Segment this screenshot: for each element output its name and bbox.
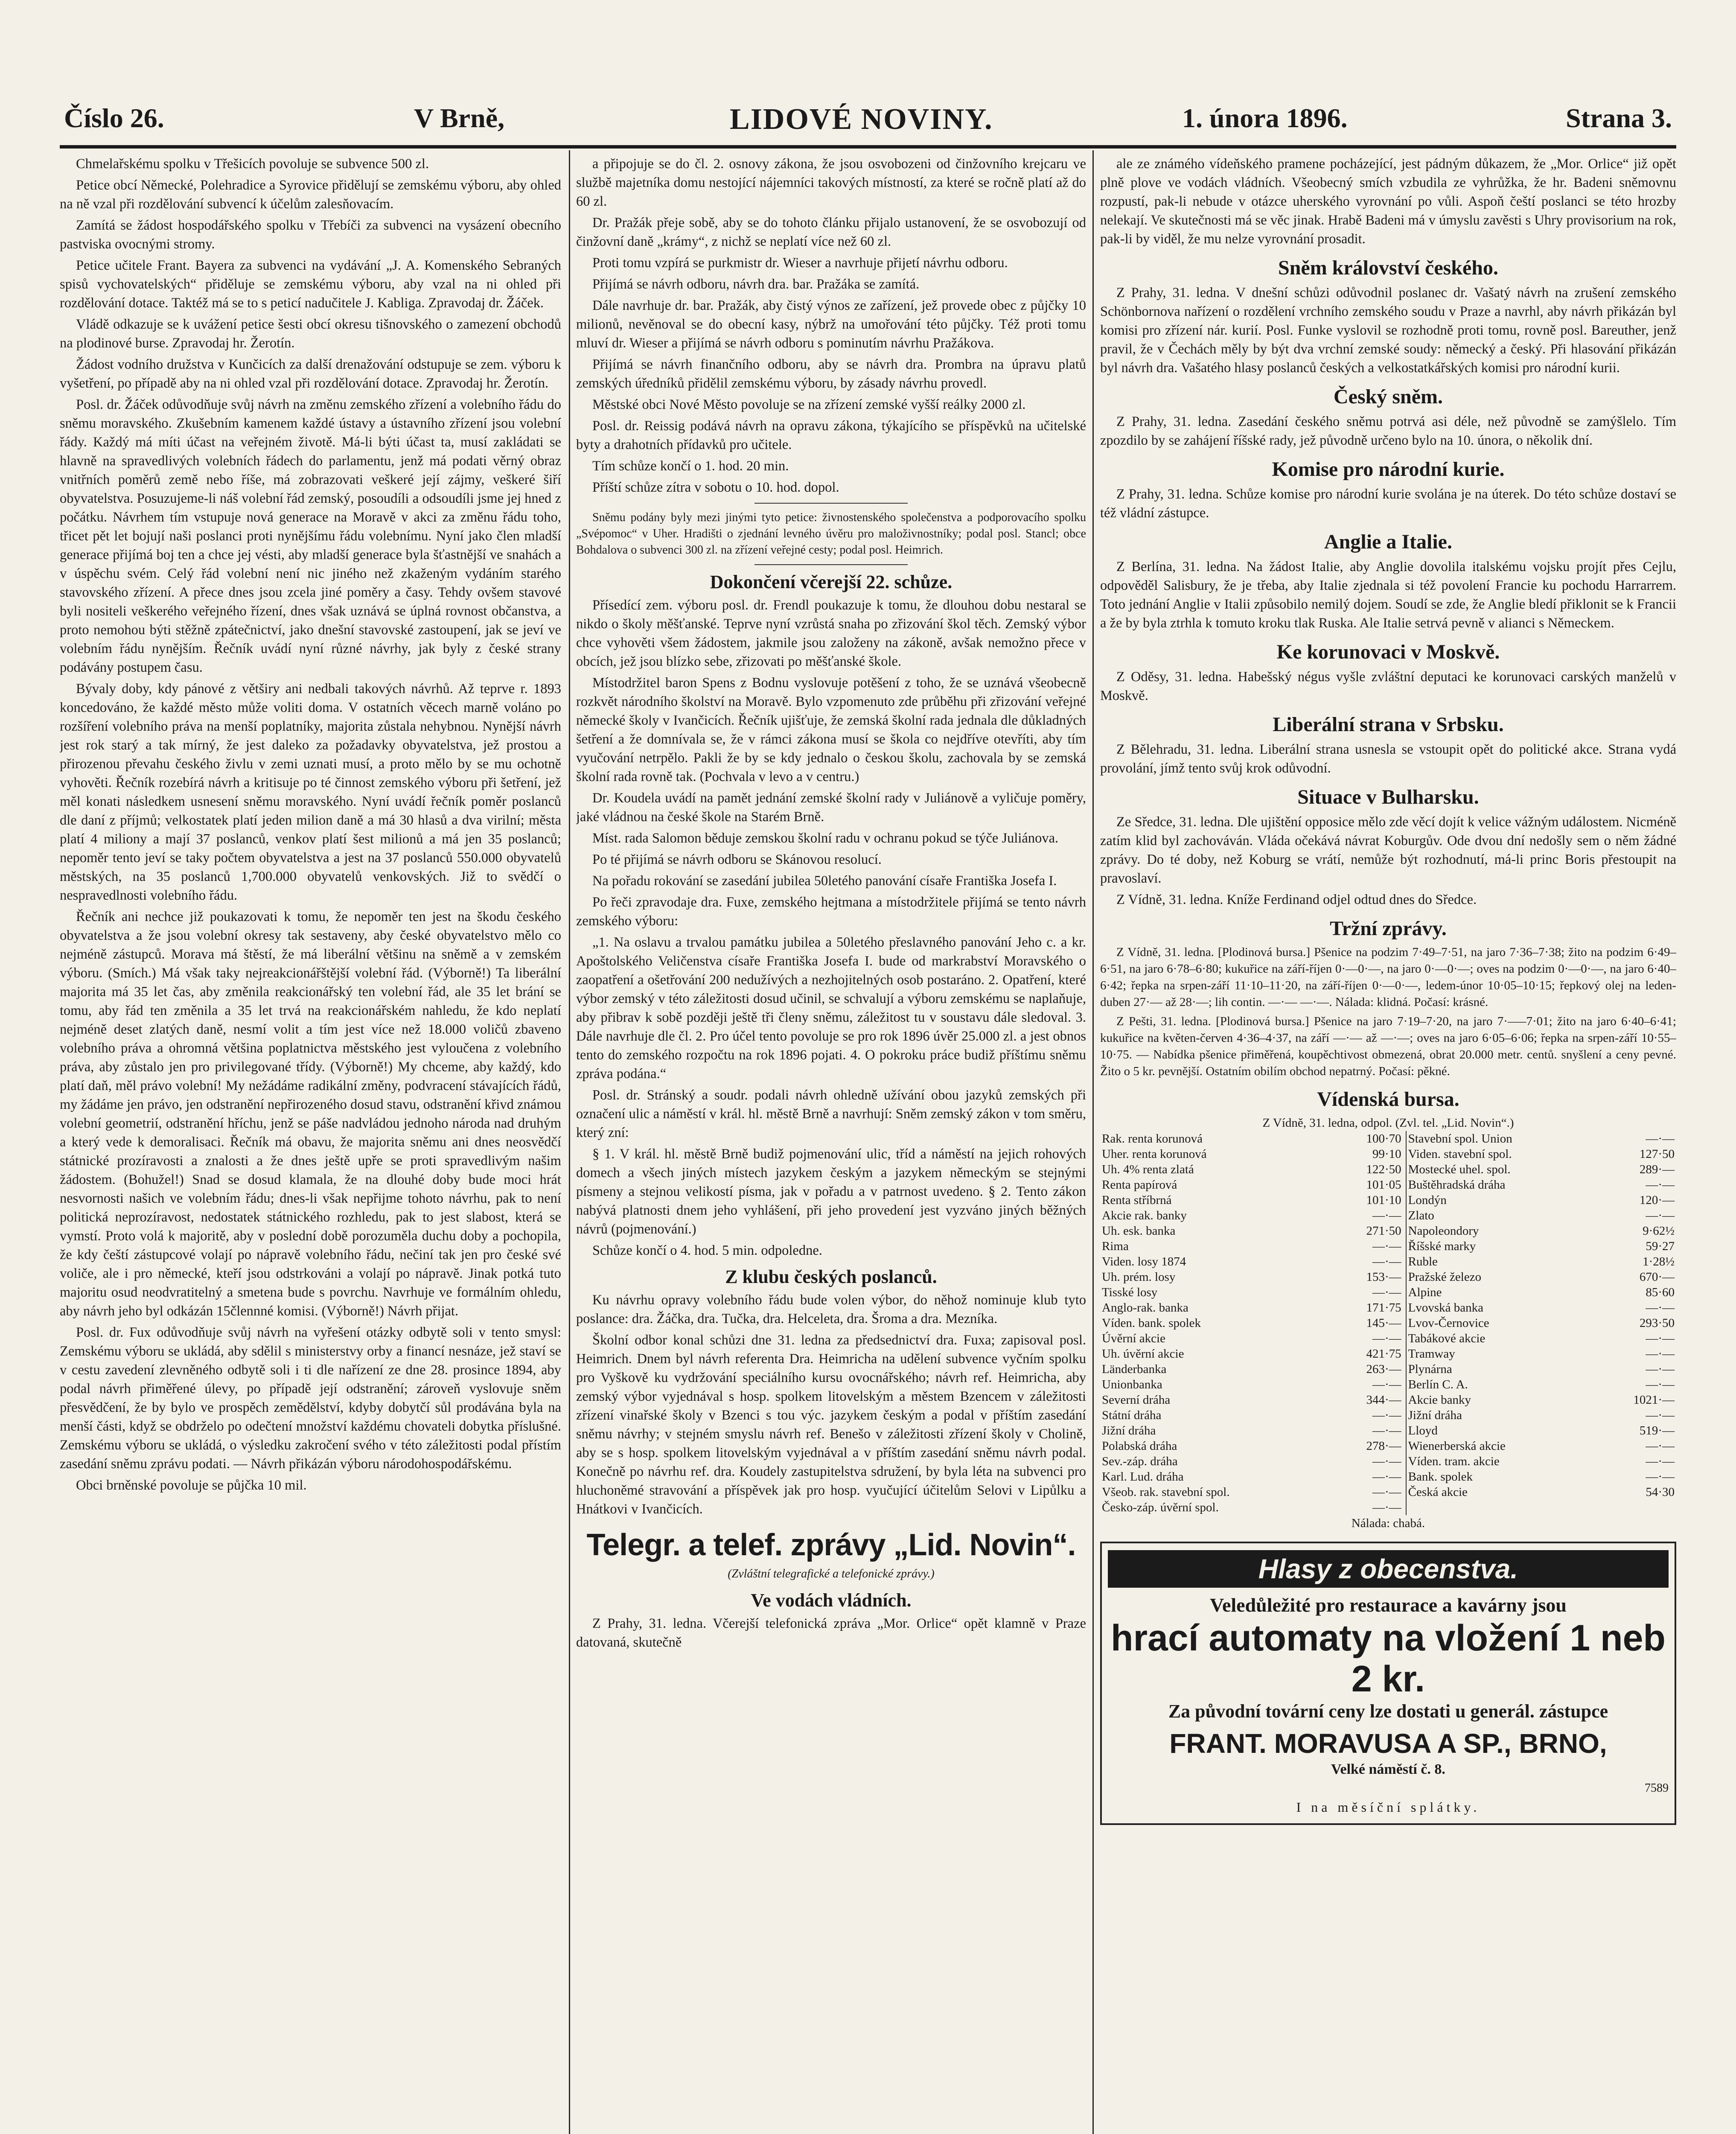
- bursa-security-name: Tramway: [1408, 1347, 1455, 1361]
- bursa-security-name: Víden. bank. spolek: [1102, 1316, 1201, 1330]
- bursa-row: [1100, 1192, 1676, 1208]
- bursa-row: [1100, 1269, 1676, 1285]
- ad-firm-name: FRANT. MORAVUSA A SP., BRNO,: [1169, 1728, 1607, 1759]
- bursa-price: —·—: [1333, 1469, 1406, 1484]
- bursa-security-name: Uh. úvěrní akcie: [1102, 1347, 1184, 1361]
- bursa-security-name: Renta papírová: [1102, 1178, 1177, 1192]
- article-paragraph: Ze Sředce, 31. ledna. Dle ujištění opposice mělo zde věcí dojít k velice vážným událostem. Nicméně zatím klid byl zachováván. Vláda očekává návrat Koburgův. Ode dvou dní nedošly sem o něm žádné zprávy. Do té doby, než Koburg se vrátí, nemůže být rozhodnutí, má-li princ Boris přestoupit na pravoslaví.: [1100, 814, 1676, 886]
- bursa-security-name: Tabákové akcie: [1408, 1332, 1486, 1345]
- bursa-security-name: [1406, 1500, 1597, 1515]
- ad-address: Velké náměstí č. 8.: [1331, 1761, 1445, 1777]
- bursa-price: 100·70: [1333, 1131, 1406, 1146]
- section-heading: Dokončení včerejší 22. schůze.: [710, 571, 952, 592]
- bursa-price: —·—: [1333, 1408, 1406, 1423]
- bursa-security-name: Zlato: [1408, 1209, 1434, 1222]
- section-heading: Ve vodách vládních.: [751, 1590, 912, 1611]
- bursa-price: —·—: [1646, 1378, 1675, 1391]
- bursa-security-name: Severní dráha: [1102, 1393, 1171, 1407]
- section-heading: Český sněm.: [1333, 385, 1443, 408]
- bursa-price: —·—: [1333, 1208, 1406, 1223]
- article-paragraph: Z Prahy, 31. ledna. Zasedání českého sněmu potrvá asi déle, než původně se zamýšlelo. Tím zpozdilo by se zahájení říšské rady, jež původně určeno bylo na 10. února, o několik dní.: [1100, 414, 1676, 448]
- bursa-security-name: Unionbanka: [1102, 1378, 1162, 1391]
- article-paragraph: Vládě odkazuje se k uvážení petice šesti obcí okresu tišnovského o zamezení obchodů na plodinové burse. Zpravodaj hr. Žerotín.: [60, 317, 561, 351]
- section-heading: Situace v Bulharsku.: [1297, 786, 1479, 808]
- bursa-price: 670·—: [1639, 1270, 1675, 1284]
- section-heading: Anglie a Italie.: [1324, 531, 1452, 553]
- bursa-price: 278·—: [1333, 1438, 1406, 1454]
- bursa-security-name: Říšské marky: [1408, 1239, 1476, 1253]
- bursa-security-name: Všeob. rak. stavební spol.: [1102, 1485, 1230, 1499]
- article-paragraph: Místodržitel baron Spens z Bodnu vyslovuje potěšení z toho, že se uznává všeobecně rozkvět národního školství na Moravě. Bylo vzpomenuto zde průběhu při zřizování veřejné německé školy v Ivančicích. Řečník ujišťuje, že zemská školní rada jednala dle důkladných šetření a že domnívala se, že v rámci zákona musí se škola co nejdříve otevříti, aby tím vyučování netrpělo. Pakli že by se kdy jednalo o českou školu, zachovala by se zemská školní rada rovně tak. (Pochvala v levo a v centru.): [576, 675, 1086, 784]
- bursa-price: —·—: [1646, 1455, 1675, 1468]
- bursa-row: [1100, 1331, 1676, 1346]
- bursa-row: [1100, 1361, 1676, 1377]
- article-paragraph: Proti tomu vzpírá se purkmistr dr. Wieser a navrhuje přijetí návrhu odboru.: [592, 255, 1008, 271]
- article-paragraph: Z Prahy, 31. ledna. Schůze komise pro národní kurie svolána je na úterek. Do této schůze dostaví se též vládní zástupce.: [1100, 487, 1676, 521]
- bursa-security-name: Tisské losy: [1102, 1286, 1158, 1299]
- column-1: [60, 155, 561, 2134]
- bursa-price: —·—: [1646, 1470, 1675, 1484]
- bursa-price: 293·50: [1639, 1316, 1675, 1330]
- bursa-price: —·—: [1646, 1132, 1675, 1146]
- article-paragraph: Městské obci Nové Město povoluje se na zřízení zemské vyšší reálky 2000 zl.: [592, 397, 1026, 412]
- article-paragraph: Z Prahy, 31. ledna. V dnešní schůzi odůvodnil poslanec dr. Vašatý návrh na zrušení zemského Schönbornova nařízení o rozdělení vrchního zemského soudu v Praze a navrhl, aby návrh přikázán byl komisi pro zřízení nár. kurií. Posl. Funke vyslovil se rozhodně proti tomu, rovně posl. Bareuther, jenž pravil, že v Čechách měly by být dva vrchní zemské soudy: německý a český. Při hlasování přikázán byl návrh dra. Vašatého hlasy poslanců českých a velkostatkářských komisi pro národní kurii.: [1100, 285, 1676, 376]
- bursa-price: 85·60: [1646, 1286, 1675, 1299]
- bursa-security-name: Lvovská banka: [1408, 1301, 1483, 1315]
- bursa-row: [1100, 1162, 1676, 1177]
- bursa-price: 101·10: [1333, 1192, 1406, 1208]
- bursa-price: —·—: [1333, 1500, 1406, 1515]
- article-paragraph: Žádost vodního družstva v Kunčicích za další drenažování odstupuje se zem. výboru k vyšetření, po případě aby na ni ohled vzal při rozdělování dotace. Zpravodaj hr. Žerotín.: [60, 357, 561, 391]
- section-heading: Ke korunovaci v Moskvě.: [1276, 641, 1500, 663]
- bursa-price: —·—: [1333, 1285, 1406, 1300]
- bursa-row: [1100, 1131, 1676, 1146]
- article-paragraph: Na pořadu rokování se zasedání jubilea 50letého panování císaře Františka Josefa I.: [592, 873, 1057, 889]
- bursa-security-name: Napoleondory: [1408, 1224, 1479, 1238]
- ad-installments: I na měsíční splátky.: [1296, 1799, 1480, 1815]
- bursa-price: —·—: [1333, 1454, 1406, 1469]
- column-2: [576, 155, 1086, 2134]
- bursa-price: —·—: [1333, 1484, 1406, 1500]
- article-paragraph: Zamítá se žádost hospodářského spolku v Třebíči za subvenci na vysázení obecního pastviska ovocnými stromy.: [60, 218, 561, 252]
- bursa-security-name: Viden. losy 1874: [1102, 1255, 1186, 1268]
- bursa-row: [1100, 1223, 1676, 1239]
- bursa-security-name: Akcie rak. banky: [1102, 1209, 1187, 1222]
- bursa-price: 127·50: [1639, 1147, 1675, 1161]
- bursa-row: [1100, 1300, 1676, 1315]
- section-heading: Tržní zprávy.: [1330, 917, 1447, 940]
- masthead-title: LIDOVÉ NOVINY.: [730, 103, 993, 136]
- column-rule-1: [569, 150, 570, 2134]
- article-paragraph: Tím schůze končí o 1. hod. 20 min.: [592, 458, 789, 474]
- bursa-security-name: Stavební spol. Union: [1408, 1132, 1512, 1146]
- bursa-row: [1100, 1146, 1676, 1162]
- bursa-price: —·—: [1333, 1239, 1406, 1254]
- bursa-price: 54·30: [1646, 1485, 1675, 1499]
- bursa-header: Z Vídně, 31. ledna, odpol. (Zvl. tel. „Lid. Novin“.): [1262, 1116, 1514, 1130]
- article-paragraph: a připojuje se do čl. 2. osnovy zákona, že jsou osvobozeni od činžovního krejcaru ve službě majetníka domu nestojící nájemníci takových místností, za které se ročně platí až do 60 zl.: [576, 156, 1086, 209]
- bursa-security-name: Lloyd: [1408, 1424, 1438, 1437]
- bursa-price: 120·—: [1639, 1193, 1675, 1207]
- section-heading: Sněm království českého.: [1278, 257, 1498, 279]
- bursa-row: [1100, 1423, 1676, 1438]
- bursa-security-name: Anglo-rak. banka: [1102, 1301, 1188, 1315]
- article-paragraph: Schůze končí o 4. hod. 5 min. odpoledne.: [592, 1243, 822, 1258]
- bursa-mood: Nálada: chabá.: [1351, 1516, 1425, 1530]
- telegraph-section-title: Telegr. a telef. zprávy „Lid. Novin“.: [586, 1528, 1076, 1562]
- bursa-price: 289·—: [1639, 1163, 1675, 1176]
- article-paragraph: Přijímá se návrh odboru, návrh dra. bar. Pražáka se zamítá.: [592, 277, 920, 292]
- article-paragraph: Řečník ani nechce již poukazovati k tomu, že nepoměr ten jest na škodu českého obyvatelstva a že jsou volební okresy tak sestaveny, aby české obyvatelstvo mělo co nejméně zástupců. Morava má štěstí, že má liberální většinu na sněmě a v zemském výboru. (Smích.) Má však taky nejreakcionářštější volební řád. (Výborně!) Ta liberální majorita má 35 let čas, aby změnila reakcionářský ten volební řád, ale 35 let brání se tomu, aby řád ten změnila a 35 let trvá na reakcionářském nahledu, že kdo neplatí nejméně deset zlatých daně, nesmí volit a tím jest více než 18.000 voličů zbaveno volebního práva a ohromná většina poplatnictva městského jest vyloučena z volebního práva, aby zůstalo jen pro privilegované třídy. (Výborně!) My chceme, aby každý, kdo platí daň, měl právo volební! My nežádáme radikální změny, podvracení stávajících řádů, my žádáme jen právo, jen odstranění nepřirozeného dosud stavu, odstranění křivd známou volební geometrií, odstranění hříchu, jenž se páše nadvládou jednoho národa nad druhým a který vede k demoralisaci. Řečník má obavu, že majorita sněmu ani dnes neosvědčí státnické prozíravosti a znalosti a že dnes ještě upře se proti spravedlivým našim žádostem. (Bohužel!) Snad se dosud klamala, že na dlouhé doby bude moci hrát nesvornosti našich ve volebním řádu; dnes-li však nepřijme tohoto návrhu, pak to není politická neprozíravost, nedostatek státnického rozhledu, pak to jest slabost, která se vymstí. Proto volá k majoritě, aby v poslední době porozuměla duchu doby a pochopila, že kdy čeští zástupcové volají po nápravě volebního řádu, nečiní tak jen pro české své voliče, ale i pro německé, kteří jsou odstrkováni a volají po nápravě. Jinak potká tuto majoritu osud neodvratitelný a smetena bude s povrchu. Navrhuje ve formálním ohledu, aby návrh jeho byl odkázán 15člennné komisi. (Výborně!) Návrh přijat.: [60, 909, 561, 1319]
- bursa-security-name: Ruble: [1408, 1255, 1438, 1268]
- bursa-price: 344·—: [1333, 1392, 1406, 1408]
- page-number: Strana 3.: [1566, 103, 1672, 133]
- ad-line: Veledůležité pro restaurace a kavárny jsou: [1209, 1594, 1567, 1616]
- article-paragraph: Petice učitele Frant. Bayera za subvenci na vydávání „J. A. Komenského Sebraných spisů vychovatelských“ přiděluje se zemskému výboru, aby vzal na ni ohled při rozdělování dotace. Taktéž má se to s peticí nadučitele J. Kabliga. Zpravodaj dr. Žáček.: [60, 258, 561, 311]
- section-heading: Vídenská bursa.: [1317, 1088, 1459, 1111]
- bursa-security-name: Uh. esk. banka: [1102, 1224, 1176, 1238]
- bursa-row: [1100, 1346, 1676, 1361]
- telegraph-section-subtitle: (Zvláštní telegrafické a telefonické zprávy.): [728, 1567, 935, 1580]
- article-paragraph: Bývaly doby, kdy pánové z větširy ani nedbali takových návrhů. Až teprve r. 1893 koncedováno, že každé město může voliti doma. V ostatních věcech marně voláno po rozšíření volebního práva na menší poplatníky, majorita zůstala nehybnou. Nynější návrh jest rok starý a tak mírný, že jest daleko za požadavky obyvatelstva, jež prostou a přirozenou převahu českého živlu v zemi uznati musí, a proto mělo by se mu ochotně vyhověti. Řečník rozebírá návrh a kritisuje po té činnost zemského výboru při šetření, jež měl konati následkem usnesení sněmu moravského. Nyní uvádí řečník poměr poslanců dle daní z příjmů; velkostatek platí jeden milion daně a má 30 hlasů a dva virilní; města platí 4 miliony a mají 37 poslanců, venkov platí šest milionů a má jen 35 poslanců; nepoměr tento jeví se taky počtem obyvatelstva a jest na 37 poslanců 550.000 obyvatelů městských, na 35 poslanců 1,700.000 obyvatelů venkovských. Již to svědčí o nespravedlnosti volebního řádu.: [60, 681, 561, 903]
- bursa-security-name: Jižní dráha: [1102, 1424, 1156, 1437]
- bursa-security-name: Sev.-záp. dráha: [1102, 1455, 1178, 1468]
- bursa-security-name: Plynárna: [1408, 1362, 1452, 1376]
- bursa-price: 145·—: [1333, 1315, 1406, 1331]
- bursa-security-name: Wienerberská akcie: [1408, 1439, 1506, 1453]
- section-heading: Komise pro národní kurie.: [1272, 458, 1505, 481]
- bursa-row: [1100, 1438, 1676, 1454]
- article-paragraph: Míst. rada Salomon běduje zemskou školní radu v ochranu pokud se týče Juliánova.: [592, 831, 1059, 846]
- bursa-security-name: Státní dráha: [1102, 1408, 1162, 1422]
- article-paragraph: Posl. dr. Žáček odůvodňuje svůj návrh na změnu zemského zřízení a volebního řádu do sněmu moravského. Zkušebním kamenem každé ústavy a ústavního zřízení jsou volební řády. Každý má míti účast na veřejném životě. Má-li býti účast ta, musí zakládati se hlavně na spravedlivých volebních řádech do parlamentu, jenž má podati věrný obraz vnitřních poměrů země nebo říše, má zobrazovati veškeré její zájmy, veškeré šiří obyvatelstva. Posuzujeme-li náš volební řád zemský, posoudíli a odsoudíli jsme jej hned z počátku. Návrhem tím vstupuje nová generace na Moravě v akci za změnu řádu toho, třicet pět let bojují naši poslanci proti nynějšímu řádu volebnímu. Nyní jako člen mladší generace přijímá boj ten a chce jej vésti, aby mladší generace byla šťastnější ve snahách a v úspěchu svém. Celý řád volební není nic jiného než zkaženým vydáním starého stavovského zřízení. A přece dnes jsou zcela jiné poměry a časy. Tehdy ovšem stavové byli nositeli veškerého veřejného řízení, dnes však uznává se úplná rovnost občanstva, a proto nemohou býti stěžně zpátečnictví, jako dnešní stavovské zastoupení, jak se jeví ve volebním řádu nynějším. Řečník uvádí nyní různé návrhy, jak byly z české strany podávány postupem času.: [60, 397, 561, 675]
- bursa-price: —·—: [1646, 1362, 1675, 1376]
- bursa-row: [1100, 1208, 1676, 1223]
- bursa-price: —·—: [1646, 1332, 1675, 1345]
- column-3: [1100, 155, 1676, 2134]
- bursa-price: 122·50: [1333, 1162, 1406, 1177]
- bursa-row: [1100, 1285, 1676, 1300]
- article-paragraph: ale ze známého vídeňského pramene pocházející, jest pádným důkazem, že „Mor. Orlice“ již opět plně plove ve vodách vládních. Všeobecný smích vzbudila ze vyhrůžka, že hr. Badeni sněmovnu rozpustí, pak-li nebude v otázce uherského vyrovnání po vůli. Aspoň čeští poslanci se této hrozby nelekají. Ve skutečnosti má se věc jinak. Hrabě Badeni má v úmyslu zavěsti s Uhry provisorium na rok, pak-li by viděl, že mu nelze vyrovnání prosadit.: [1100, 156, 1676, 247]
- bursa-price: 9·62½: [1643, 1224, 1675, 1238]
- section-divider: [754, 503, 908, 504]
- bursa-price: 153·—: [1333, 1269, 1406, 1285]
- bursa-price: 1021·—: [1633, 1393, 1675, 1407]
- bursa-security-name: Uh. 4% renta zlatá: [1102, 1163, 1194, 1176]
- bursa-security-name: Alpine: [1408, 1286, 1442, 1299]
- bursa-price: [1597, 1500, 1676, 1515]
- bursa-price: —·—: [1646, 1347, 1675, 1361]
- bursa-security-name: Karl. Lud. dráha: [1102, 1470, 1184, 1484]
- bursa-row: [1100, 1254, 1676, 1269]
- article-paragraph: Po řeči zpravodaje dra. Fuxe, zemského hejtmana a místodržitele přijímá se tento návrh zemského výboru:: [576, 895, 1086, 929]
- ad-line: Za původní tovární ceny lze dostati u generál. zástupce: [1168, 1701, 1608, 1722]
- bursa-security-name: Polabská dráha: [1102, 1439, 1177, 1453]
- bursa-price: 271·50: [1333, 1223, 1406, 1239]
- bursa-security-name: Rak. renta korunová: [1102, 1132, 1203, 1146]
- article-paragraph: § 1. V král. hl. městě Brně budiž pojmenování ulic, tříd a náměstí na jejich rohových domech a všech jiných místech jazykem českým a jazykem německým se stejnými písmeny a stejnou velikostí písma, jak v pořadu a v patrnost uvedeno. § 2. Tento zákon nabývá platnosti dnem jeho vyhlášení, při jeho provedení jest vyzváno jiných běžných návrů (pojmenování.): [576, 1146, 1086, 1237]
- article-paragraph: Chmelařskému spolku v Třešicích povoluje se subvence 500 zl.: [76, 156, 429, 172]
- petition-note: Sněmu podány byly mezi jinými tyto petice: živnostenského společenstva a podporovacího spolku „Svépomoc“ v Uher. Hradišti o zjednání levného úvěru pro maloživnostníky; podal posl. Stancl; obce Bohdalova o subvenci 300 zl. na zřízení veřejné cesty; podal posl. Heimrich.: [576, 511, 1086, 557]
- bursa-security-name: Akcie banky: [1408, 1393, 1471, 1407]
- bursa-price: —·—: [1333, 1331, 1406, 1346]
- page-header: [64, 98, 1672, 149]
- bursa-security-name: Berlín C. A.: [1408, 1378, 1468, 1391]
- bursa-row: [1100, 1392, 1676, 1408]
- bursa-price: —·—: [1646, 1439, 1675, 1453]
- ad-number: 7589: [1645, 1781, 1669, 1795]
- bursa-row: [1100, 1177, 1676, 1192]
- bursa-security-name: Uher. renta korunová: [1102, 1147, 1207, 1161]
- article-paragraph: Z Vídně, 31. ledna. Kníže Ferdinand odjel odtud dnes do Sředce.: [1116, 892, 1477, 907]
- bursa-price: —·—: [1333, 1377, 1406, 1392]
- bursa-security-name: Renta stříbrná: [1102, 1193, 1172, 1207]
- column-rule-2: [1092, 150, 1094, 2134]
- article-paragraph: Z Oděsy, 31. ledna. Habešský négus vyšle zvláštní deputaci ke korunovaci carských manželů v Moskvě.: [1100, 669, 1676, 703]
- article-paragraph: Z Prahy, 31. ledna. Včerejší telefonická zpráva „Mor. Orlice“ opět klamně v Praze datovaná, skutečně: [576, 1616, 1086, 1650]
- ad-headline: Hlasy z obecenstva.: [1108, 1550, 1669, 1588]
- advertisement: [1100, 1542, 1676, 1825]
- article-paragraph: Posl. dr. Stránský a soudr. podali návrh ohledně užívání obou jazyků zemských při označení ulic a náměstí v král. hl. městě Brně a navrhují: Sněm zemský zákon v tom směru, který zní:: [576, 1087, 1086, 1140]
- bursa-price: 171·75: [1333, 1300, 1406, 1315]
- bursa-security-name: Viden. stavební spol.: [1408, 1147, 1512, 1161]
- bursa-security-name: Bank. spolek: [1408, 1470, 1473, 1484]
- city-dateline: V Brně,: [414, 103, 505, 133]
- article-paragraph: Dále navrhuje dr. bar. Pražák, aby čistý výnos ze zařízení, jež provede obec z půjčky 10 milionů, nevěnoval se do obecní kasy, nýbrž na umořování této půjčky. Též proti tomu mluví dr. Wieser a přijímá se návrh odboru s pominutím návrhu Pražákova.: [576, 298, 1086, 351]
- bursa-row: [1100, 1315, 1676, 1331]
- article-paragraph: Dr. Pražák přeje sobě, aby se do tohoto článku přijalo ustanovení, že se osvobozují od činžovní daně „krámy“, z nichž se neplatí více než 60 zl.: [576, 215, 1086, 249]
- bursa-security-name: Mostecké uhel. spol.: [1408, 1163, 1511, 1176]
- bursa-price: —·—: [1646, 1408, 1675, 1422]
- section-divider: [754, 564, 908, 565]
- bursa-security-name: Víden. tram. akcie: [1408, 1455, 1500, 1468]
- bursa-security-name: Londýn: [1408, 1193, 1447, 1207]
- article-paragraph: Obci brněnské povoluje se půjčka 10 mil.: [76, 1478, 307, 1493]
- article-paragraph: Dr. Koudela uvádí na pamět jednání zemské školní rady v Juliánově a vyličuje poměry, jaké vládnou na české škole na Starém Brně.: [576, 790, 1086, 825]
- article-paragraph: Přijímá se návrh finančního odboru, aby se návrh dra. Prombra na úpravu platů zemských úředníků přidělil zemskému výboru, by zásady návrhu provedl.: [576, 357, 1086, 391]
- article-paragraph: Posl. dr. Fux odůvodňuje svůj návrh na vyřešení otázky odbytě soli v tento smysl: Zemskému výboru se ukládá, aby sdělil s ministerstvy orby a financí nesnáze, jež staví se v cestu zavedení zlevněného odbytě soli i ti dle nařízení ze dne 28. prosince 1894, aby podal návrh přiměřené úlevy, po případě její odstranění; zároveň vyslovuje sněm přesvědčení, že by bylo ve prospěch zemědělství, kdyby dobytčí sůl prodávána byla na menší části, když se obdrželo po odečtení množství každému chovateli dobytka příslušné. Zemskému výboru se ukládá, o výsledku zakročení svého v této záležitosti podal přístím zasedání sněmu zprávu podati. — Návrh přikázán výboru národohospodářskému.: [60, 1325, 561, 1472]
- bursa-price: 59·27: [1646, 1239, 1675, 1253]
- bursa-security-name: Pražské železo: [1408, 1270, 1482, 1284]
- header-rule: [60, 145, 1676, 149]
- bursa-security-name: Buštěhradská dráha: [1408, 1178, 1506, 1192]
- bursa-row: [1100, 1239, 1676, 1254]
- article-paragraph: „1. Na oslavu a trvalou památku jubilea a 50letého přeslavného panování Jeho c. a kr. Apoštolského Veličenstva císaře Františka Josefa I. bude od markrabství Moravského o zaopatření a ošetřování 200 nedužívých a nezhojitelných osob postaráno. 2. Opatření, které výbor zemský v této záležitosti dosud učinil, se schvalují a výboru zemskému se naplaňuje, aby přibrav k sobě později ještě tři členy sněmu, záležitost tu v soustavu dále sledoval. 3. Dále navrhuje dle čl. 2. Pro účel tento povoluje se pro rok 1896 úvěr 25.000 zl. a jest obnos tento do zemského rozpočtu na rok 1896 pojati. 4. O pokroku práce budiž příštímu sněmu zpráva podána.“: [576, 935, 1086, 1082]
- bursa-price: —·—: [1646, 1209, 1675, 1222]
- article-paragraph: Po té přijímá se návrh odboru se Skánovou resolucí.: [592, 852, 882, 867]
- bursa-row: [1100, 1454, 1676, 1469]
- bursa-price: —·—: [1646, 1301, 1675, 1315]
- bursa-row: [1100, 1408, 1676, 1423]
- bursa-security-name: Česká akcie: [1408, 1485, 1468, 1499]
- section-heading: Z klubu českých poslanců.: [725, 1266, 937, 1287]
- bursa-security-name: Uh. prém. losy: [1102, 1270, 1176, 1284]
- market-report: Z Pešti, 31. ledna. [Plodinová bursa.] Pšenice na jaro 7·19–7·20, na jaro 7·—–7·01; žito na jaro 6·40–6·41; kukuřice na květen-červen 4·36–4·37, na září —·— až —·—; oves na jaro 6·05–6·06; řepka na srpen-září 10·55–10·75. — Nabídka pšenice přiměřená, koupěchtivost obmezená, obrat 20.000 metr. centů. snyšlení a ceny pevné. Žito o 5 kr. pevnější. Ostatním obilím obchod nepatrný. Počasí: pěkné.: [1100, 1015, 1676, 1078]
- bursa-price: —·—: [1333, 1254, 1406, 1269]
- bursa-row: [1100, 1484, 1676, 1500]
- article-paragraph: Z Berlína, 31. ledna. Na žádost Italie, aby Anglie dovolila italskému vojsku projít přes Cejlu, odpověděl Salisbury, že je třeba, aby Italie zjednala si též povolení Francie ku pochodu Harrarrem. Toto jednání Anglie v Italii způsobilo nemilý dojem. Soudí se zde, že Anglie bledí přiklonit se k Francii a že by byla ztrhla k tomuto kroku tlak Ruska. Ale Italie setrvá pevně v alianci s Německem.: [1100, 559, 1676, 631]
- bursa-price: 519·—: [1639, 1424, 1675, 1437]
- article-paragraph: Ku návrhu opravy volebního řádu bude volen výbor, do něhož nominuje klub tyto poslance: dra. Žáčka, dra. Tučka, dra. Helceleta, dra. Šroma a dra. Mezníka.: [576, 1292, 1086, 1326]
- bursa-price: 421·75: [1333, 1346, 1406, 1361]
- bursa-security-name: Lvov-Černovice: [1408, 1316, 1489, 1330]
- issue-date: 1. února 1896.: [1182, 103, 1348, 133]
- bursa-security-name: Rima: [1102, 1239, 1129, 1253]
- article-paragraph: Přísedící zem. výboru posl. dr. Frendl poukazuje k tomu, že dlouhou dobu nestaral se nikdo o školy měšťanské. Teprve nyní vzrůstá snaha po zřizování škol těch. Zemský výbor chce vyhověti všem žádostem, jakmile jsou založeny na zákoně, avšak nemožno přece v obcích, jež jsou blízko sebe, zřizovati po měšťanské škole.: [576, 598, 1086, 669]
- market-report: Z Vídně, 31. ledna. [Plodinová bursa.] Pšenice na podzim 7·49–7·51, na jaro 7·36–7·38; žito na podzim 6·49–6·51, na jaro 6·78–6·80; kukuřice na září-říjen 0·—0·—, na jaro 0·—0·—; oves na podzim 0·—0·—, na jaro 6·40–6·42; řepka na srpen-září 11·10–11·20, na září-říjen 0·—0·—, ledem-únor 10·05–10·15; řepkový olej na leden-duben 27·— až 28·—; lih contin. —·— —·—. Nálada: klidná. Počasí: krásné.: [1100, 945, 1676, 1009]
- bursa-row: [1100, 1377, 1676, 1392]
- bursa-security-name: Länderbanka: [1102, 1362, 1167, 1376]
- bursa-price: 99·10: [1333, 1146, 1406, 1162]
- bursa-row: [1100, 1469, 1676, 1484]
- article-paragraph: Školní odbor konal schůzi dne 31. ledna za předsednictví dra. Fuxa; zapisoval posl. Heimrich. Dnem byl návrh referenta Dra. Heimricha na udělení subvence vyčním spolku pro Vyškově ku vydržování speciálního kursu ovocnářského; návrh ref. Heimricha, aby zemský výbor vyjednával s hosp. spolkem litovelským a městem Bzencem v záležitosti zřízení vinařské školy v Bzenci s tou výc. jazykem českým a podal v příštím zasedání sněmu návrhy; v stejném smyslu návrh ref. Benešo v záležitosti zřízení školy v Cholině, aby se s hosp. spolkem litovelským vyjednával a v příštím zasedání sněmu návrh podal. Konečně po návrhu ref. dra. Koudely zastupitelstva sdružení, by byla léta na subvenci pro hluchoněmé stravování a příspěvek jak pro hosp. vyučující účitelům Selovi v Lipůlku a Hnátkovi v Ivančicích.: [576, 1332, 1086, 1517]
- bursa-price: 263·—: [1333, 1361, 1406, 1377]
- article-paragraph: Z Bělehradu, 31. ledna. Liberální strana usnesla se vstoupit opět do politické akce. Strana vydá provolání, jímž tento svůj krok odůvodní.: [1100, 742, 1676, 776]
- article-paragraph: Posl. dr. Reissig podává návrh na opravu zákona, týkajícího se příspěvků na učitelské byty a drahotních přídavků pro učitele.: [576, 418, 1086, 452]
- bursa-security-name: Úvěrní akcie: [1102, 1332, 1165, 1345]
- bursa-price: 1·28½: [1643, 1255, 1675, 1268]
- bursa-price: —·—: [1333, 1423, 1406, 1438]
- bursa-price: —·—: [1646, 1178, 1675, 1192]
- section-heading: Liberální strana v Srbsku.: [1273, 713, 1504, 736]
- issue-number: Číslo 26.: [64, 103, 164, 133]
- ad-product: hrací automaty na vložení 1 neb 2 kr.: [1111, 1618, 1666, 1700]
- article-paragraph: Příští schůze zítra v sobotu o 10. hod. dopol.: [592, 480, 839, 495]
- bursa-security-name: Jižní dráha: [1408, 1408, 1462, 1422]
- bursa-price: 101·05: [1333, 1177, 1406, 1192]
- article-paragraph: Petice obcí Německé, Polehradice a Syrovice přidělují se zemskému výboru, aby ohled na ně vzal při rozdělování subvencí k účelům zalesňovacím.: [60, 178, 561, 212]
- bursa-security-name: Česko-záp. úvěrní spol.: [1102, 1501, 1219, 1514]
- bursa-row: [1100, 1500, 1676, 1515]
- bursa-table: [1100, 1131, 1676, 1515]
